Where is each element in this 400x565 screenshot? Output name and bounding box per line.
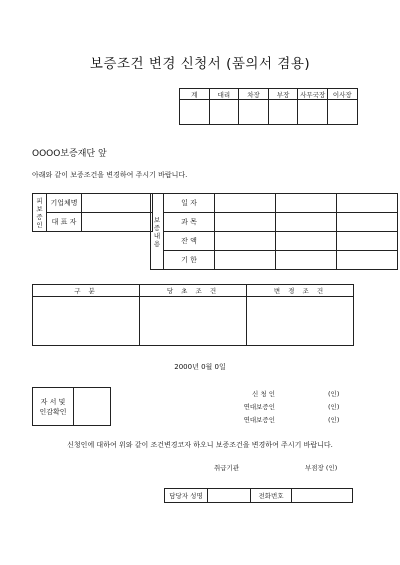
content-field[interactable] [337,194,398,213]
person-in-charge-label: 담당자 성명 [165,489,208,503]
phone-field[interactable] [292,489,353,503]
form-title: 보증조건 변경 신청서 (품의서 겸용) [89,56,311,72]
content-field[interactable] [215,213,276,232]
contact-table [164,488,353,503]
content-field[interactable] [276,251,337,270]
approval-header-cell: 이사장 [327,89,357,100]
confirmation-field[interactable] [74,388,111,426]
approval-sign-cell[interactable] [327,100,357,125]
confirmation-label-line: 인감확인 [39,407,67,416]
handling-agency-label: 취급기관 [214,464,240,472]
guarantor-table [32,193,153,232]
content-label-char: 증 [153,223,161,232]
guarantor-label-cell [33,194,47,232]
company-name-field[interactable] [82,194,153,213]
phone-label: 전화번호 [251,489,292,503]
conditions-header-original: 당 초 조 건 [140,285,247,297]
content-field[interactable] [276,213,337,232]
approval-stamp-table [179,88,358,125]
seal-mark: (인) [328,390,340,398]
content-row-label: 일 자 [164,194,215,213]
conditions-header-category: 구 분 [33,285,140,297]
signatory-row [185,389,340,399]
conditions-table [32,284,354,346]
content-row-label: 과 목 [164,213,215,232]
content-field[interactable] [276,232,337,251]
seal-mark: (인) [328,416,340,424]
signatory-row [185,415,340,425]
content-field[interactable] [215,251,276,270]
approval-sign-cell[interactable] [268,100,298,125]
person-in-charge-field[interactable] [208,489,251,503]
signatory-label: 연대보증인 [243,416,275,424]
conditions-changed-field[interactable] [247,297,354,346]
content-label-char: 보 [153,215,161,224]
approval-sign-cell[interactable] [209,100,239,125]
approval-header-cell: 계 [180,89,210,100]
confirmation-label [33,388,74,426]
intro-text: 아래와 같이 보증조건을 변경하여 주시기 바랍니다. [32,171,188,179]
company-name-label: 기업체명 [47,194,82,213]
conditions-header-changed: 변 경 조 건 [247,285,354,297]
content-field[interactable] [215,232,276,251]
conditions-category-field[interactable] [33,297,140,346]
approval-header-cell: 차장 [239,89,269,100]
guarantor-label-char: 보 [36,204,43,213]
branch-manager-label: 부점장 (인) [305,464,338,472]
content-label-cell [151,194,164,270]
signatory-row [185,402,340,412]
approval-sign-cell[interactable] [298,100,328,125]
application-date: 2000년 0월 0일 [174,363,226,371]
representative-label: 대 표 자 [47,213,82,232]
content-field[interactable] [337,251,398,270]
guarantor-label-char: 인 [36,220,43,229]
approval-header-cell: 사무국장 [298,89,328,100]
conditions-original-field[interactable] [140,297,247,346]
signatory-label: 신 청 인 [252,390,275,398]
seal-mark: (인) [328,403,340,411]
signature-confirmation-table [32,387,111,426]
content-field[interactable] [215,194,276,213]
approval-header-cell: 대리 [209,89,239,100]
approval-header-cell: 부장 [268,89,298,100]
representative-field[interactable] [82,213,153,232]
content-label-char: 용 [153,239,161,248]
content-field[interactable] [276,194,337,213]
confirmation-label-line: 자 서 및 [40,397,66,406]
approval-sign-cell[interactable] [180,100,210,125]
content-row-label: 잔 액 [164,232,215,251]
recipient-line: OOOO보증재단 앞 [32,149,107,159]
content-field[interactable] [337,213,398,232]
content-row-label: 기 한 [164,251,215,270]
content-label-char: 내 [153,231,161,240]
guarantor-label-char: 증 [36,212,43,221]
guarantee-content-table [150,193,398,270]
approval-sign-cell[interactable] [239,100,269,125]
content-field[interactable] [337,232,398,251]
change-request-text: 신청인에 대하여 위와 같이 조건변경코자 하오니 보증조건을 변경하여 주시기 바랍니다. [67,441,333,449]
guarantor-label-char: 피 [36,196,43,205]
signatory-label: 연대보증인 [243,403,275,411]
